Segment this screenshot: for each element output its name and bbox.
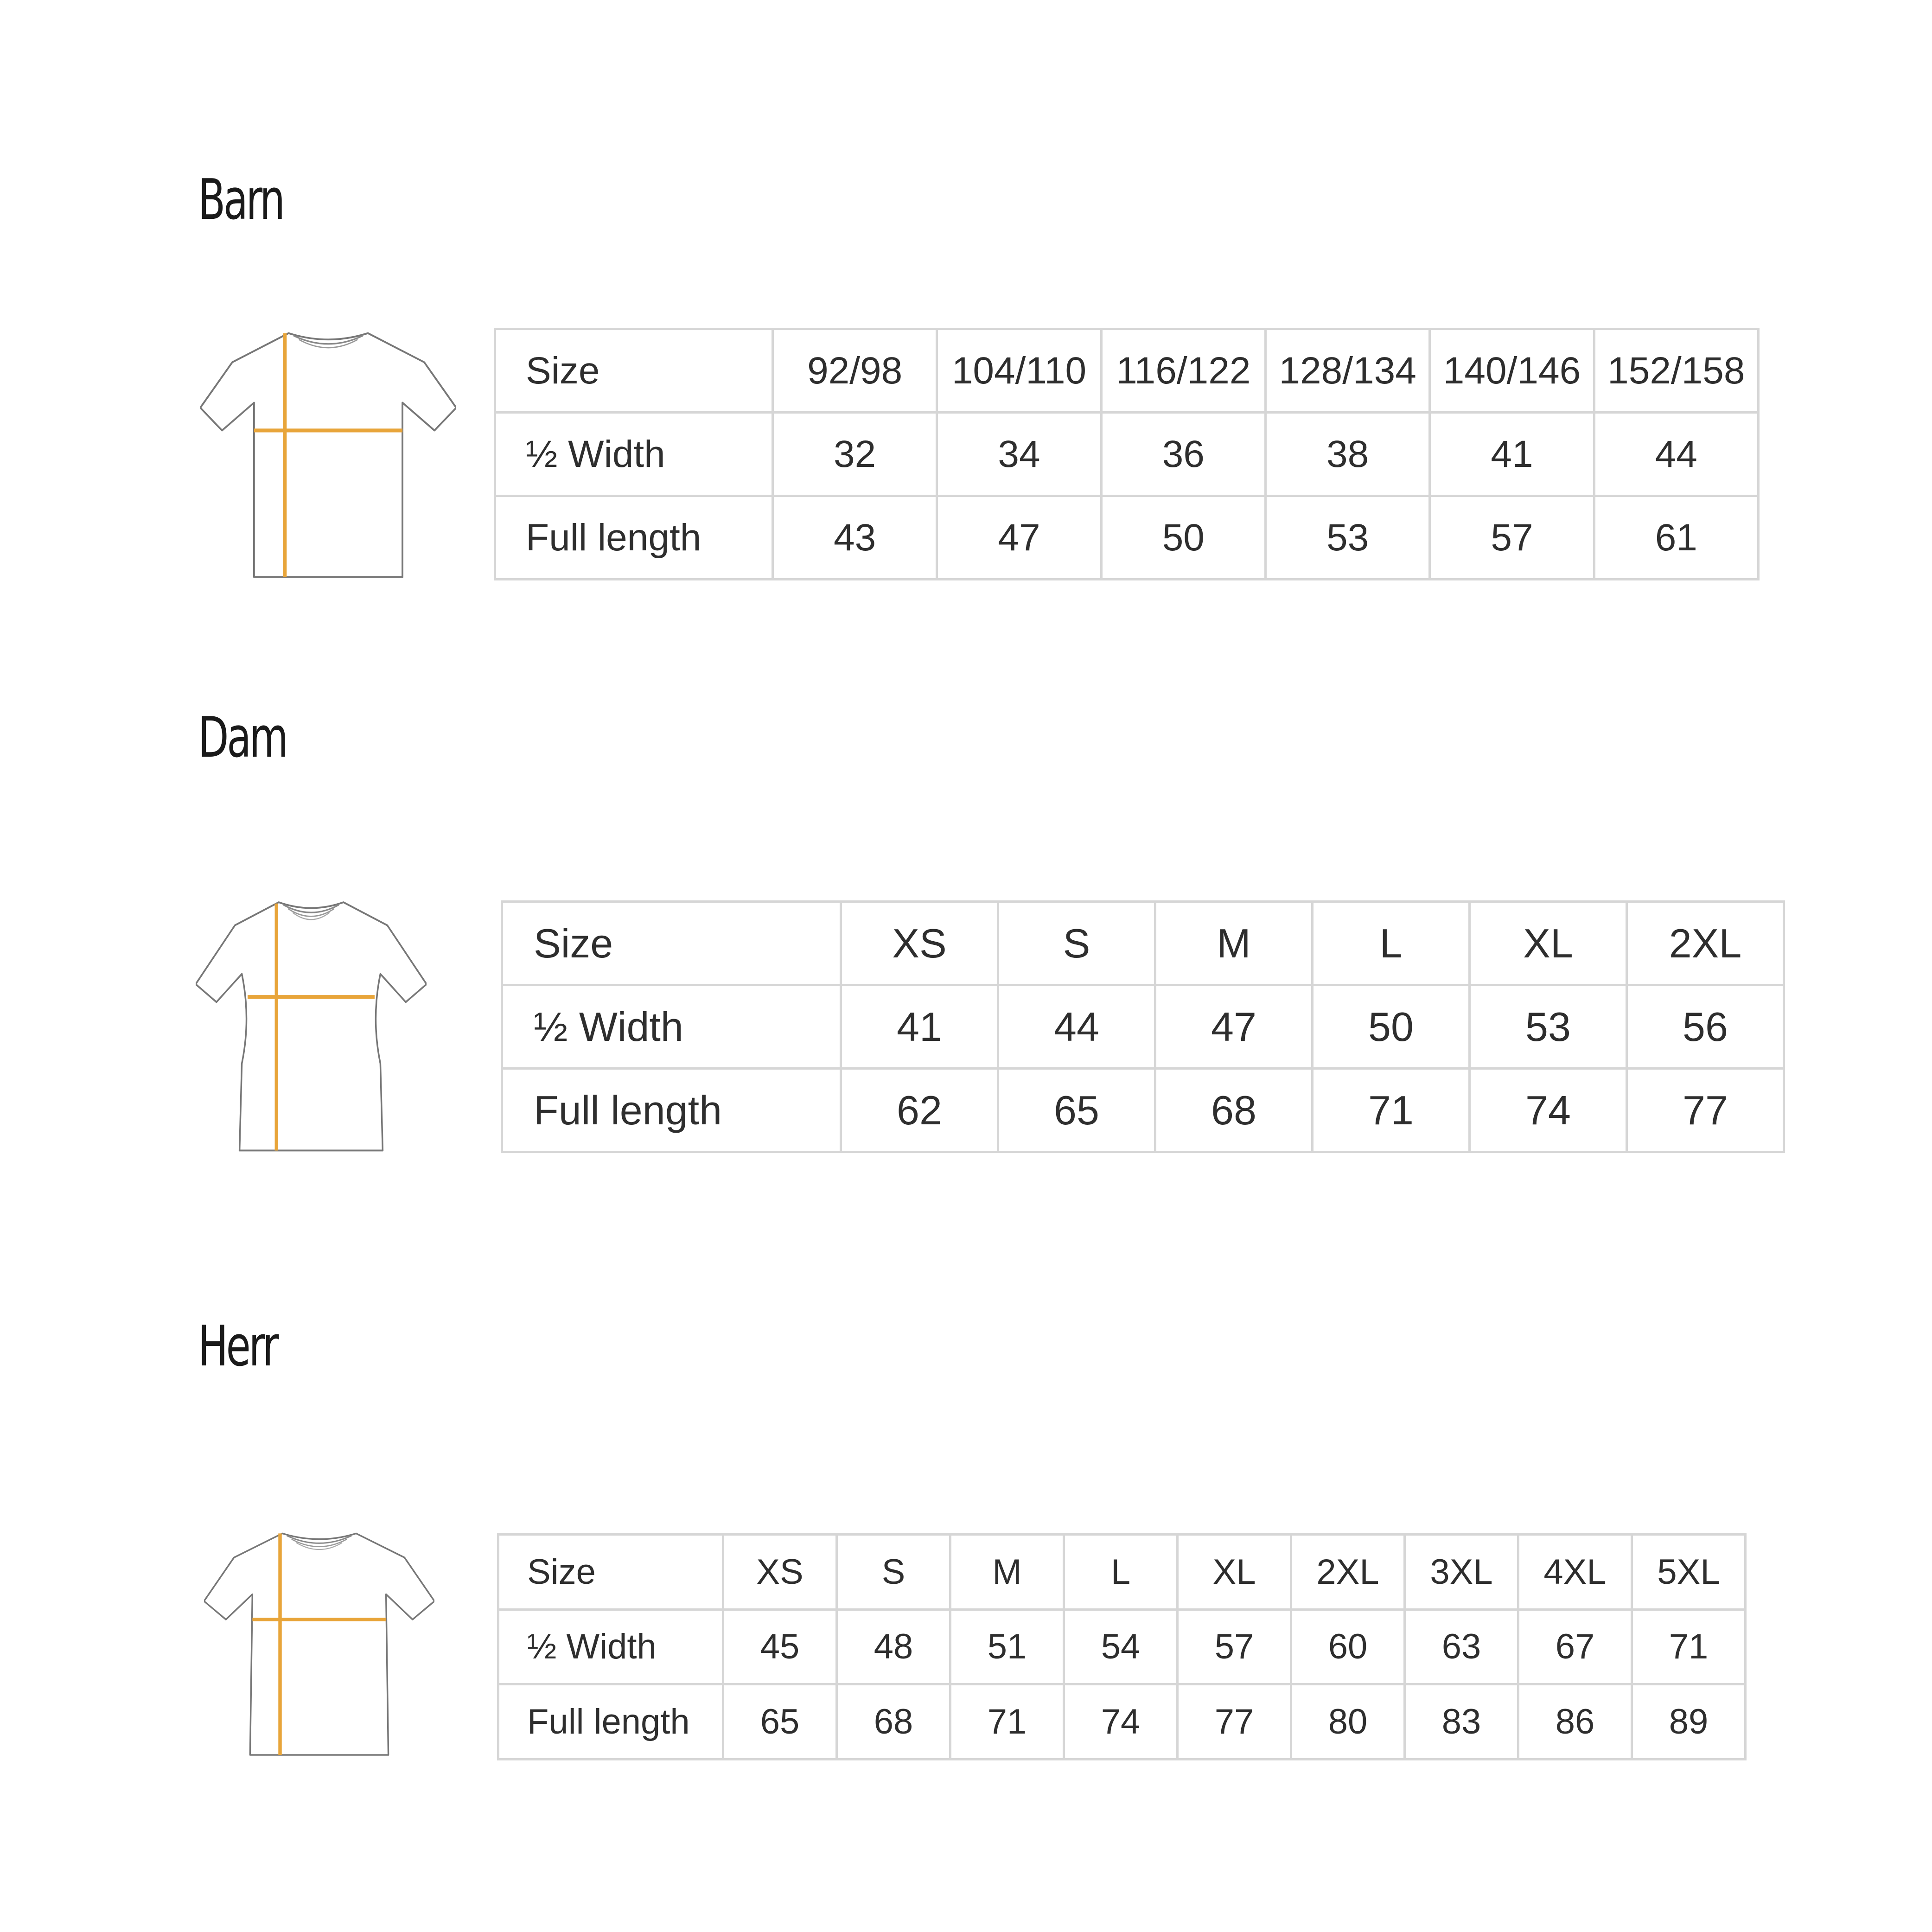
width-cell: 45: [723, 1609, 837, 1684]
section-title-barn: Barn: [198, 168, 283, 232]
length-cell: 74: [1470, 1069, 1627, 1152]
width-cell: 41: [841, 985, 998, 1069]
width-row-label: ½ Width: [498, 1609, 723, 1684]
size-header-cell: M: [950, 1535, 1064, 1610]
size-header-cell: 2XL: [1627, 902, 1784, 985]
width-cell: 34: [937, 413, 1101, 496]
size-header-cell: 140/146: [1430, 329, 1594, 413]
length-cell: 89: [1632, 1684, 1746, 1760]
size-header-cell: S: [837, 1535, 950, 1610]
length-cell: 62: [841, 1069, 998, 1152]
length-row-label: Full length: [495, 496, 773, 580]
width-cell: 38: [1265, 413, 1429, 496]
length-cell: 80: [1291, 1684, 1405, 1760]
width-cell: 36: [1101, 413, 1265, 496]
size-header-cell: 104/110: [937, 329, 1101, 413]
width-cell: 48: [837, 1609, 950, 1684]
size-header-cell: XL: [1470, 902, 1627, 985]
size-header-cell: 152/158: [1594, 329, 1758, 413]
width-cell: 47: [1155, 985, 1313, 1069]
size-header-cell: XS: [723, 1535, 837, 1610]
table-row: [502, 1069, 1784, 1152]
size-header-cell: 2XL: [1291, 1535, 1405, 1610]
length-cell: 57: [1430, 496, 1594, 580]
width-cell: 50: [1313, 985, 1470, 1069]
width-cell: 67: [1518, 1609, 1632, 1684]
size-header-label: Size: [495, 329, 773, 413]
width-cell: 51: [950, 1609, 1064, 1684]
size-header-cell: XL: [1178, 1535, 1291, 1610]
table-row: [502, 985, 1784, 1069]
length-cell: 61: [1594, 496, 1758, 580]
length-cell: 74: [1064, 1684, 1178, 1760]
table-row: [498, 1609, 1746, 1684]
tshirt-measurement-icon: [204, 1528, 434, 1757]
width-cell: 54: [1064, 1609, 1178, 1684]
size-header-cell: M: [1155, 902, 1313, 985]
section-title-dam: Dam: [198, 706, 287, 770]
length-row-label: Full length: [502, 1069, 841, 1152]
size-header-cell: 4XL: [1518, 1535, 1632, 1610]
length-cell: 71: [950, 1684, 1064, 1760]
table-row: [495, 329, 1759, 413]
tshirt-measurement-icon: [200, 327, 456, 580]
tshirt-measurement-icon: [196, 897, 427, 1153]
length-cell: 68: [1155, 1069, 1313, 1152]
length-cell: 50: [1101, 496, 1265, 580]
size-header-cell: 92/98: [773, 329, 937, 413]
length-cell: 53: [1265, 496, 1429, 580]
size-header-cell: L: [1064, 1535, 1178, 1610]
table-row: [498, 1535, 1746, 1610]
width-cell: 63: [1405, 1609, 1518, 1684]
length-cell: 83: [1405, 1684, 1518, 1760]
width-cell: 44: [1594, 413, 1758, 496]
length-cell: 68: [837, 1684, 950, 1760]
section-title-herr: Herr: [198, 1314, 277, 1379]
size-table-herr: [497, 1533, 1747, 1760]
width-cell: 57: [1178, 1609, 1291, 1684]
size-header-cell: XS: [841, 902, 998, 985]
length-cell: 43: [773, 496, 937, 580]
width-cell: 44: [998, 985, 1155, 1069]
length-cell: 71: [1313, 1069, 1470, 1152]
table-row: [502, 902, 1784, 985]
length-cell: 65: [723, 1684, 837, 1760]
size-header-label: Size: [498, 1535, 723, 1610]
length-cell: 77: [1178, 1684, 1291, 1760]
size-header-cell: L: [1313, 902, 1470, 985]
size-header-cell: 5XL: [1632, 1535, 1746, 1610]
size-header-cell: 3XL: [1405, 1535, 1518, 1610]
width-cell: 71: [1632, 1609, 1746, 1684]
table-row: [498, 1684, 1746, 1760]
width-row-label: ½ Width: [495, 413, 773, 496]
size-header-cell: S: [998, 902, 1155, 985]
width-cell: 41: [1430, 413, 1594, 496]
table-row: [495, 413, 1759, 496]
width-cell: 32: [773, 413, 937, 496]
table-row: [495, 496, 1759, 580]
width-cell: 56: [1627, 985, 1784, 1069]
width-cell: 60: [1291, 1609, 1405, 1684]
width-row-label: ½ Width: [502, 985, 841, 1069]
length-cell: 86: [1518, 1684, 1632, 1760]
width-cell: 53: [1470, 985, 1627, 1069]
size-header-cell: 116/122: [1101, 329, 1265, 413]
size-header-label: Size: [502, 902, 841, 985]
size-table-barn: [494, 328, 1760, 580]
length-cell: 77: [1627, 1069, 1784, 1152]
size-header-cell: 128/134: [1265, 329, 1429, 413]
size-table-dam: [501, 900, 1785, 1153]
length-cell: 47: [937, 496, 1101, 580]
length-row-label: Full length: [498, 1684, 723, 1760]
length-cell: 65: [998, 1069, 1155, 1152]
